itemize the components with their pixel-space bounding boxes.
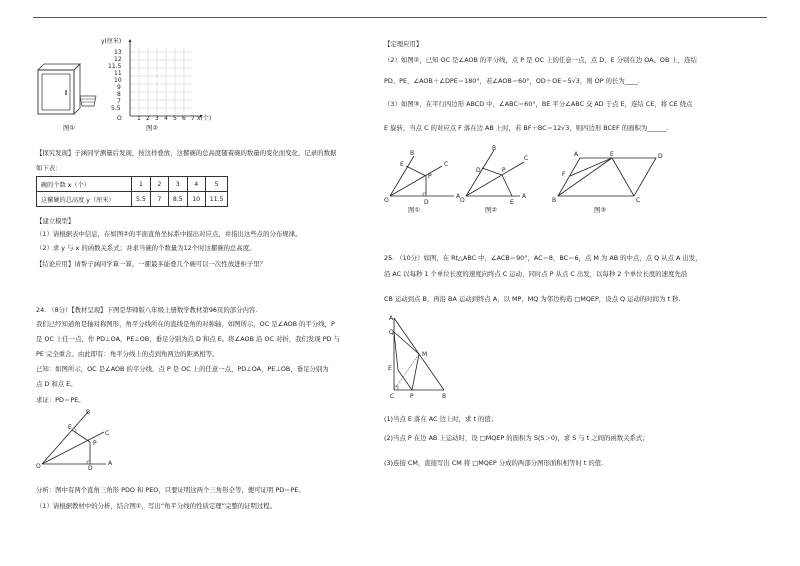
table-cell: 11.5	[205, 192, 228, 207]
fig-point-D: D	[88, 465, 93, 472]
explore-line1: 【探究发现】子涵同学测量后发现，按这样叠放，这摞碗的总高度随着碗的数量的变化而变化，记录的数据	[36, 149, 337, 157]
fig-point-E: E	[68, 424, 72, 431]
svg-text:F: F	[562, 171, 566, 178]
theorem-fig2	[460, 145, 540, 208]
q24-line3: 是 OC 上任一点，作 PD⊥OA，PE⊥OB，垂足分别为点 D 和点 E。将∠AOB 沿 OC 对折，我们发现 PD 与	[36, 335, 340, 343]
q25-sub2: (2)当点 P 在边 AB 上运动时，设 □MQEP 的面积为 S(S＞0)，求 S 与 t 之间的函数关系式；	[384, 434, 649, 442]
svg-text:P: P	[428, 173, 432, 180]
table-row	[37, 192, 228, 207]
svg-text:B: B	[410, 150, 415, 157]
theorem-heading: 【定理应用】	[384, 40, 423, 48]
svg-text:A: A	[389, 315, 394, 322]
svg-text:O: O	[384, 197, 389, 204]
svg-text:C: C	[524, 155, 529, 162]
svg-text:E: E	[388, 365, 392, 372]
q24-line6: 点 D 和点 E。	[36, 380, 77, 388]
graph-tick-13: 13	[114, 49, 122, 56]
fig-point-B: B	[86, 409, 91, 416]
graph-origin: O	[117, 115, 122, 122]
svg-text:Q: Q	[389, 329, 394, 336]
svg-text:D: D	[476, 167, 481, 174]
q24-line4: PE 完全重合。由此即有：角平分线上的点到角两边的距离相等。	[36, 350, 219, 358]
fig1-label: 图①	[63, 124, 76, 132]
svg-text:D: D	[424, 199, 429, 206]
fig-point-P: P	[93, 440, 97, 447]
q2-line1: （2）如图②，已知 OC 是∠AOB 的平分线，点 P 是 OC 上的任意一点，点 D、E 分别在边 OA、OB 上，连结	[384, 56, 697, 64]
svg-text:P: P	[410, 393, 414, 400]
model-heading: 【建立模型】	[36, 217, 75, 225]
svg-text:C: C	[444, 161, 449, 168]
fig-point-O: O	[36, 463, 41, 470]
table-row	[37, 177, 228, 192]
theorem-fig3	[552, 148, 672, 208]
q25-line1: 25. （10分）如图，在 Rt△ABC 中，∠ACB＝90°，AC＝8，BC＝6，点 M 为 AB 的中点，点 Q 从点 A 出发，	[384, 254, 702, 262]
q24-line7: 求证：PD＝PE。	[36, 396, 85, 404]
graph-tick-11.5: 11.5	[108, 63, 122, 70]
svg-text:E: E	[510, 199, 514, 206]
q25-line3: CB 运动到点 B，再沿 BA 运动到终点 A，以 MP、MQ 为邻边构造 □MQEP，设点 Q 运动的时间为 t 秒.	[384, 295, 681, 303]
angle-bisector-figure	[36, 408, 126, 470]
coordinate-grid	[112, 36, 212, 124]
model-question-1: （1）请根据表中信息，在如图②的平面直角坐标系中描出对应点，并指出这些点的分布规律。	[36, 230, 302, 238]
graph-y-label: y(厘米)	[101, 38, 122, 45]
table-cell: 5.5	[132, 192, 151, 207]
table-cell: 这摞碗的总高度 y（厘米）	[37, 192, 132, 207]
svg-text:O: O	[460, 197, 465, 204]
right-triangle-figure	[384, 314, 464, 400]
svg-text:E: E	[400, 161, 404, 168]
bowl-data-table	[36, 176, 228, 207]
q3-line1: （3）如图③，在平行四边形 ABCD 中，∠ABC＝60°，BE 平分∠ABC 交 AD 于点 E，连结 CE，将 CE 绕点	[384, 100, 693, 108]
fig-label-1: 图①	[408, 206, 421, 214]
cabinet-figure	[34, 62, 104, 122]
analysis-text: 分析：图中有两个直角三角形 PDO 和 PEO，只要证明这两个三角形全等，便可证明 PD＝PE。	[36, 486, 305, 494]
svg-text:C: C	[636, 197, 641, 204]
graph-tick-7: 7	[117, 98, 121, 105]
table-cell: 1	[132, 177, 151, 192]
graph-tick-5.5: 5.5	[111, 105, 121, 112]
graph-x-label: x(个)	[197, 115, 212, 122]
table-cell: 4	[187, 177, 205, 192]
table-cell: 5	[205, 177, 228, 192]
table-cell: 碗的个数 x（个）	[37, 177, 132, 192]
svg-text:C: C	[390, 393, 395, 400]
q24-line1: 24. （8分）【教材呈现】下图是华师版八年级上册数学教材第96页的部分内容.	[36, 306, 258, 314]
graph-xtick-2: 2	[146, 115, 150, 122]
svg-text:P: P	[502, 167, 506, 174]
q25-sub3: (3)连接 CM，直接写出 CM 将 □MQEP 分成的两部分图形面积相等时 t 的值.	[384, 459, 604, 467]
q24-line5: 已知：如图所示，OC 是∠AOB 的平分线，点 P 是 OC 上的任意一点，PD⊥OA，PE⊥OB，垂足分别为	[36, 365, 329, 373]
fig-point-A: A	[108, 460, 113, 467]
svg-text:A: A	[574, 151, 579, 158]
graph-xtick-3: 3	[155, 115, 159, 122]
graph-xtick-1: 1	[137, 115, 141, 122]
graph-tick-8: 8	[117, 91, 121, 98]
table-cell: 2	[150, 177, 168, 192]
q25-line2: 沿 AC 以每秒 1 个单位长度的速度向终点 C 运动，同时点 P 从点 C 出发，以每秒 2 个单位长度的速度先沿	[384, 270, 688, 278]
svg-text:A: A	[522, 193, 527, 200]
graph-tick-12: 12	[114, 56, 122, 63]
q24-sub1: （1）请根据教材中的分析，结合图①，写出“角平分线的性质定理”完整的证明过程。	[36, 502, 277, 510]
conclusion-question: 【结论应用】请帮子涵同学算一算，一摞最多能叠几个碗可以一次性放进柜子里？	[36, 260, 267, 268]
header-rule	[33, 17, 767, 18]
graph-tick-9: 9	[117, 84, 121, 91]
svg-text:E: E	[610, 151, 614, 158]
fig-label-3: 图③	[594, 206, 607, 214]
fig2-label: 图②	[146, 124, 159, 132]
q24-line2: 我们已经知道角是轴对称图形，角平分线所在的直线是角的对称轴，如图所示，OC 是∠AOB 的平分线，P	[36, 320, 335, 328]
fig-label-2: 图②	[485, 206, 498, 214]
svg-text:A: A	[456, 193, 461, 200]
graph-tick-11: 11	[114, 70, 122, 77]
table-cell: 3	[168, 177, 187, 192]
svg-text:B: B	[552, 197, 557, 204]
table-cell: 10	[187, 192, 205, 207]
svg-text:B: B	[492, 145, 497, 152]
svg-text:B: B	[442, 393, 447, 400]
table-cell: 7	[150, 192, 168, 207]
graph-xtick-6: 6	[182, 115, 186, 122]
graph-xtick-4: 4	[164, 115, 168, 122]
table-cell: 8.5	[168, 192, 187, 207]
svg-text:M: M	[422, 351, 428, 358]
explore-line2: 如下表：	[36, 164, 62, 172]
fig-point-C: C	[105, 430, 110, 437]
graph-tick-10: 10	[114, 77, 122, 84]
graph-xtick-5: 5	[173, 115, 177, 122]
q25-sub1: (1)当点 E 落在 AC 边上时，求 t 的值；	[384, 415, 498, 423]
svg-text:D: D	[658, 153, 663, 160]
q3-line2: E 旋转，当点 C 的对应点 F 落在边 AB 上时，若 BF＋BC＝12√3，则四边形 BCEF 的面积为______.	[384, 124, 669, 132]
model-question-2: （2）求 y 与 x 的函数关系式；并求当碗的个数量为12个时这摞碗的总高度。	[36, 244, 256, 252]
q2-line2: PD、PE，∠AOB＋∠DPE＝180°，若∠AOB＝60°，OD＋OE＝5√3，则 OP 的长为____.	[384, 77, 640, 85]
graph-xtick-7: 7	[191, 115, 195, 122]
theorem-fig1	[384, 148, 464, 208]
